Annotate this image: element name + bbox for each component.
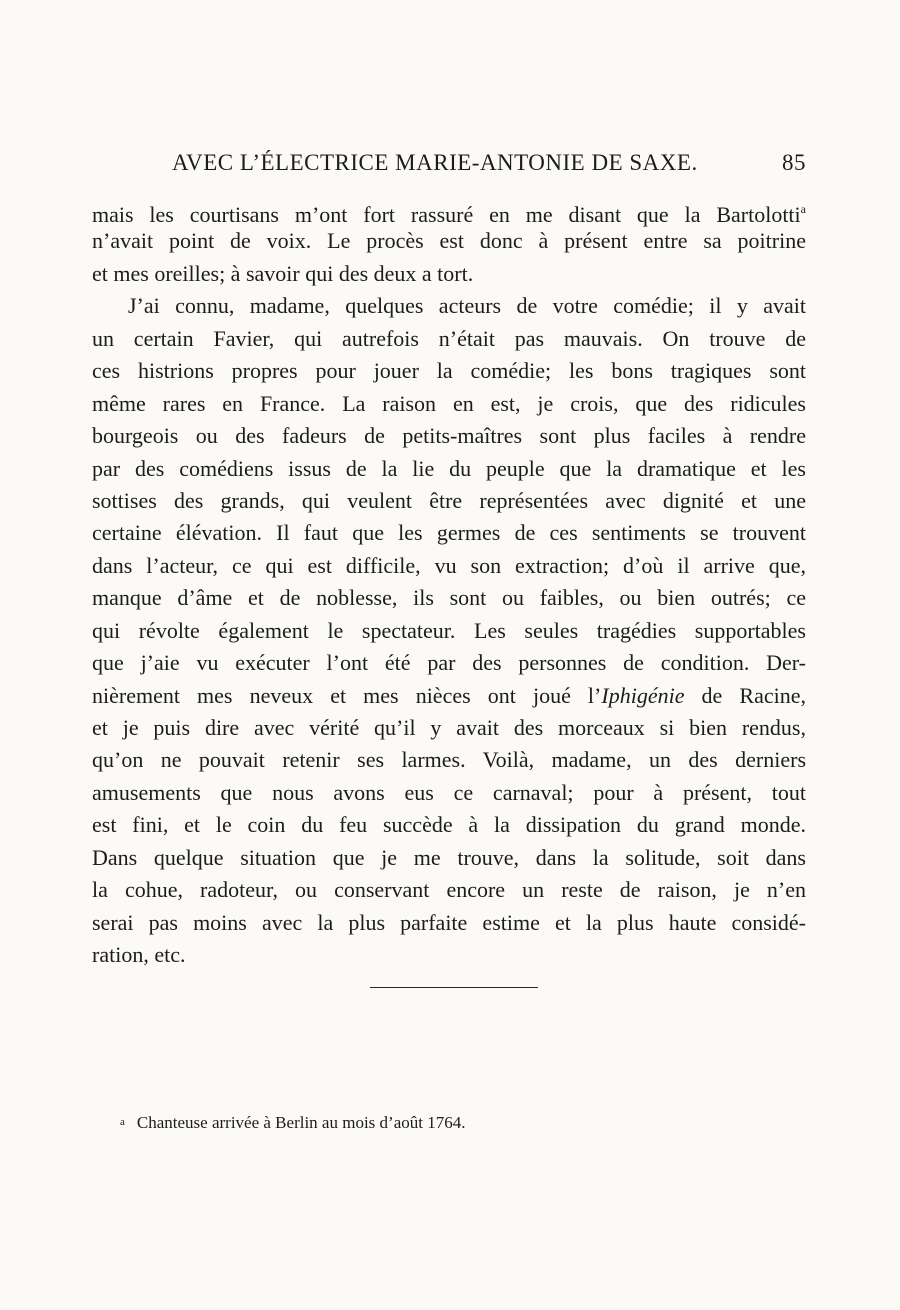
- text-line: n’avait point de voix. Le procès est donc à présent entre sa poitrine: [92, 228, 806, 254]
- body-text: [92, 193, 806, 972]
- text-line: même rares en France. La raison en est, je crois, que des ridicules: [92, 390, 806, 416]
- footnote-separator-rule: [370, 987, 538, 988]
- text-line: qu’on ne pouvait retenir ses larmes. Voilà, madame, un des derniers: [92, 747, 806, 773]
- text-line: ces histrions propres pour jouer la comédie; les bons tragiques sont: [92, 358, 806, 384]
- text-line: ration, etc.: [92, 942, 186, 968]
- page-number: 85: [782, 150, 806, 175]
- text-line: est fini, et le coin du feu succède à la dissipation du grand monde.: [92, 812, 806, 838]
- text-line: la cohue, radoteur, ou conservant encore un reste de raison, je n’en: [92, 877, 806, 903]
- text-line: sottises des grands, qui veulent être représentées avec dignité et une: [92, 487, 806, 513]
- footnote: [120, 1113, 720, 1133]
- text-line: mais les courtisans m’ont fort rassuré en me disant que la Bartolotti$^a$: [92, 202, 806, 227]
- text-line: et mes oreilles; à savoir qui des deux a tort.: [92, 260, 474, 286]
- text-line: certaine élévation. Il faut que les germes de ces sentiments se trouvent: [92, 520, 806, 546]
- text-line: un certain Favier, qui autrefois n’était pas mauvais. On trouve de: [92, 325, 806, 351]
- running-head-title: AVEC L’ÉLECTRICE MARIE-ANTONIE DE SAXE.: [172, 150, 698, 175]
- text-line: Dans quelque situation que je me trouve, dans la solitude, soit dans: [92, 844, 806, 870]
- text-line: que j’aie vu exécuter l’ont été par des personnes de condition. Der-: [92, 650, 806, 676]
- text-line: dans l’acteur, ce qui est difficile, vu son extraction; d’où il arrive que,: [92, 552, 806, 578]
- footnote-reference: a: [800, 202, 806, 216]
- footnote-marker: a: [120, 1116, 125, 1128]
- text-line: amusements que nous avons eus ce carnaval; pour à présent, tout: [92, 779, 806, 805]
- italic-title: Iphigénie: [601, 682, 685, 708]
- footnote-text: Chanteuse arrivée à Berlin au mois d’août 1764.: [136, 1113, 466, 1132]
- text-line: et je puis dire avec vérité qu’il y avait des morceaux si bien rendus,: [92, 715, 806, 740]
- text-line: bourgeois ou des fadeurs de petits-maîtres sont plus faciles à rendre: [92, 423, 806, 449]
- text-line: qui révolte également le spectateur. Les seules tragédies supportables: [92, 617, 806, 643]
- text-line: serai pas moins avec la plus parfaite estime et la plus haute considé-: [92, 909, 806, 935]
- text-line: manque d’âme et de noblesse, ils sont ou faibles, ou bien outrés; ce: [92, 585, 806, 611]
- text-line: nièrement mes neveux et mes nièces ont joué l’Iphigénie de Racine,: [92, 682, 806, 708]
- text-line: J’ai connu, madame, quelques acteurs de votre comédie; il y avait: [128, 293, 806, 319]
- text-line: par des comédiens issus de la lie du peuple que la dramatique et les: [92, 455, 806, 481]
